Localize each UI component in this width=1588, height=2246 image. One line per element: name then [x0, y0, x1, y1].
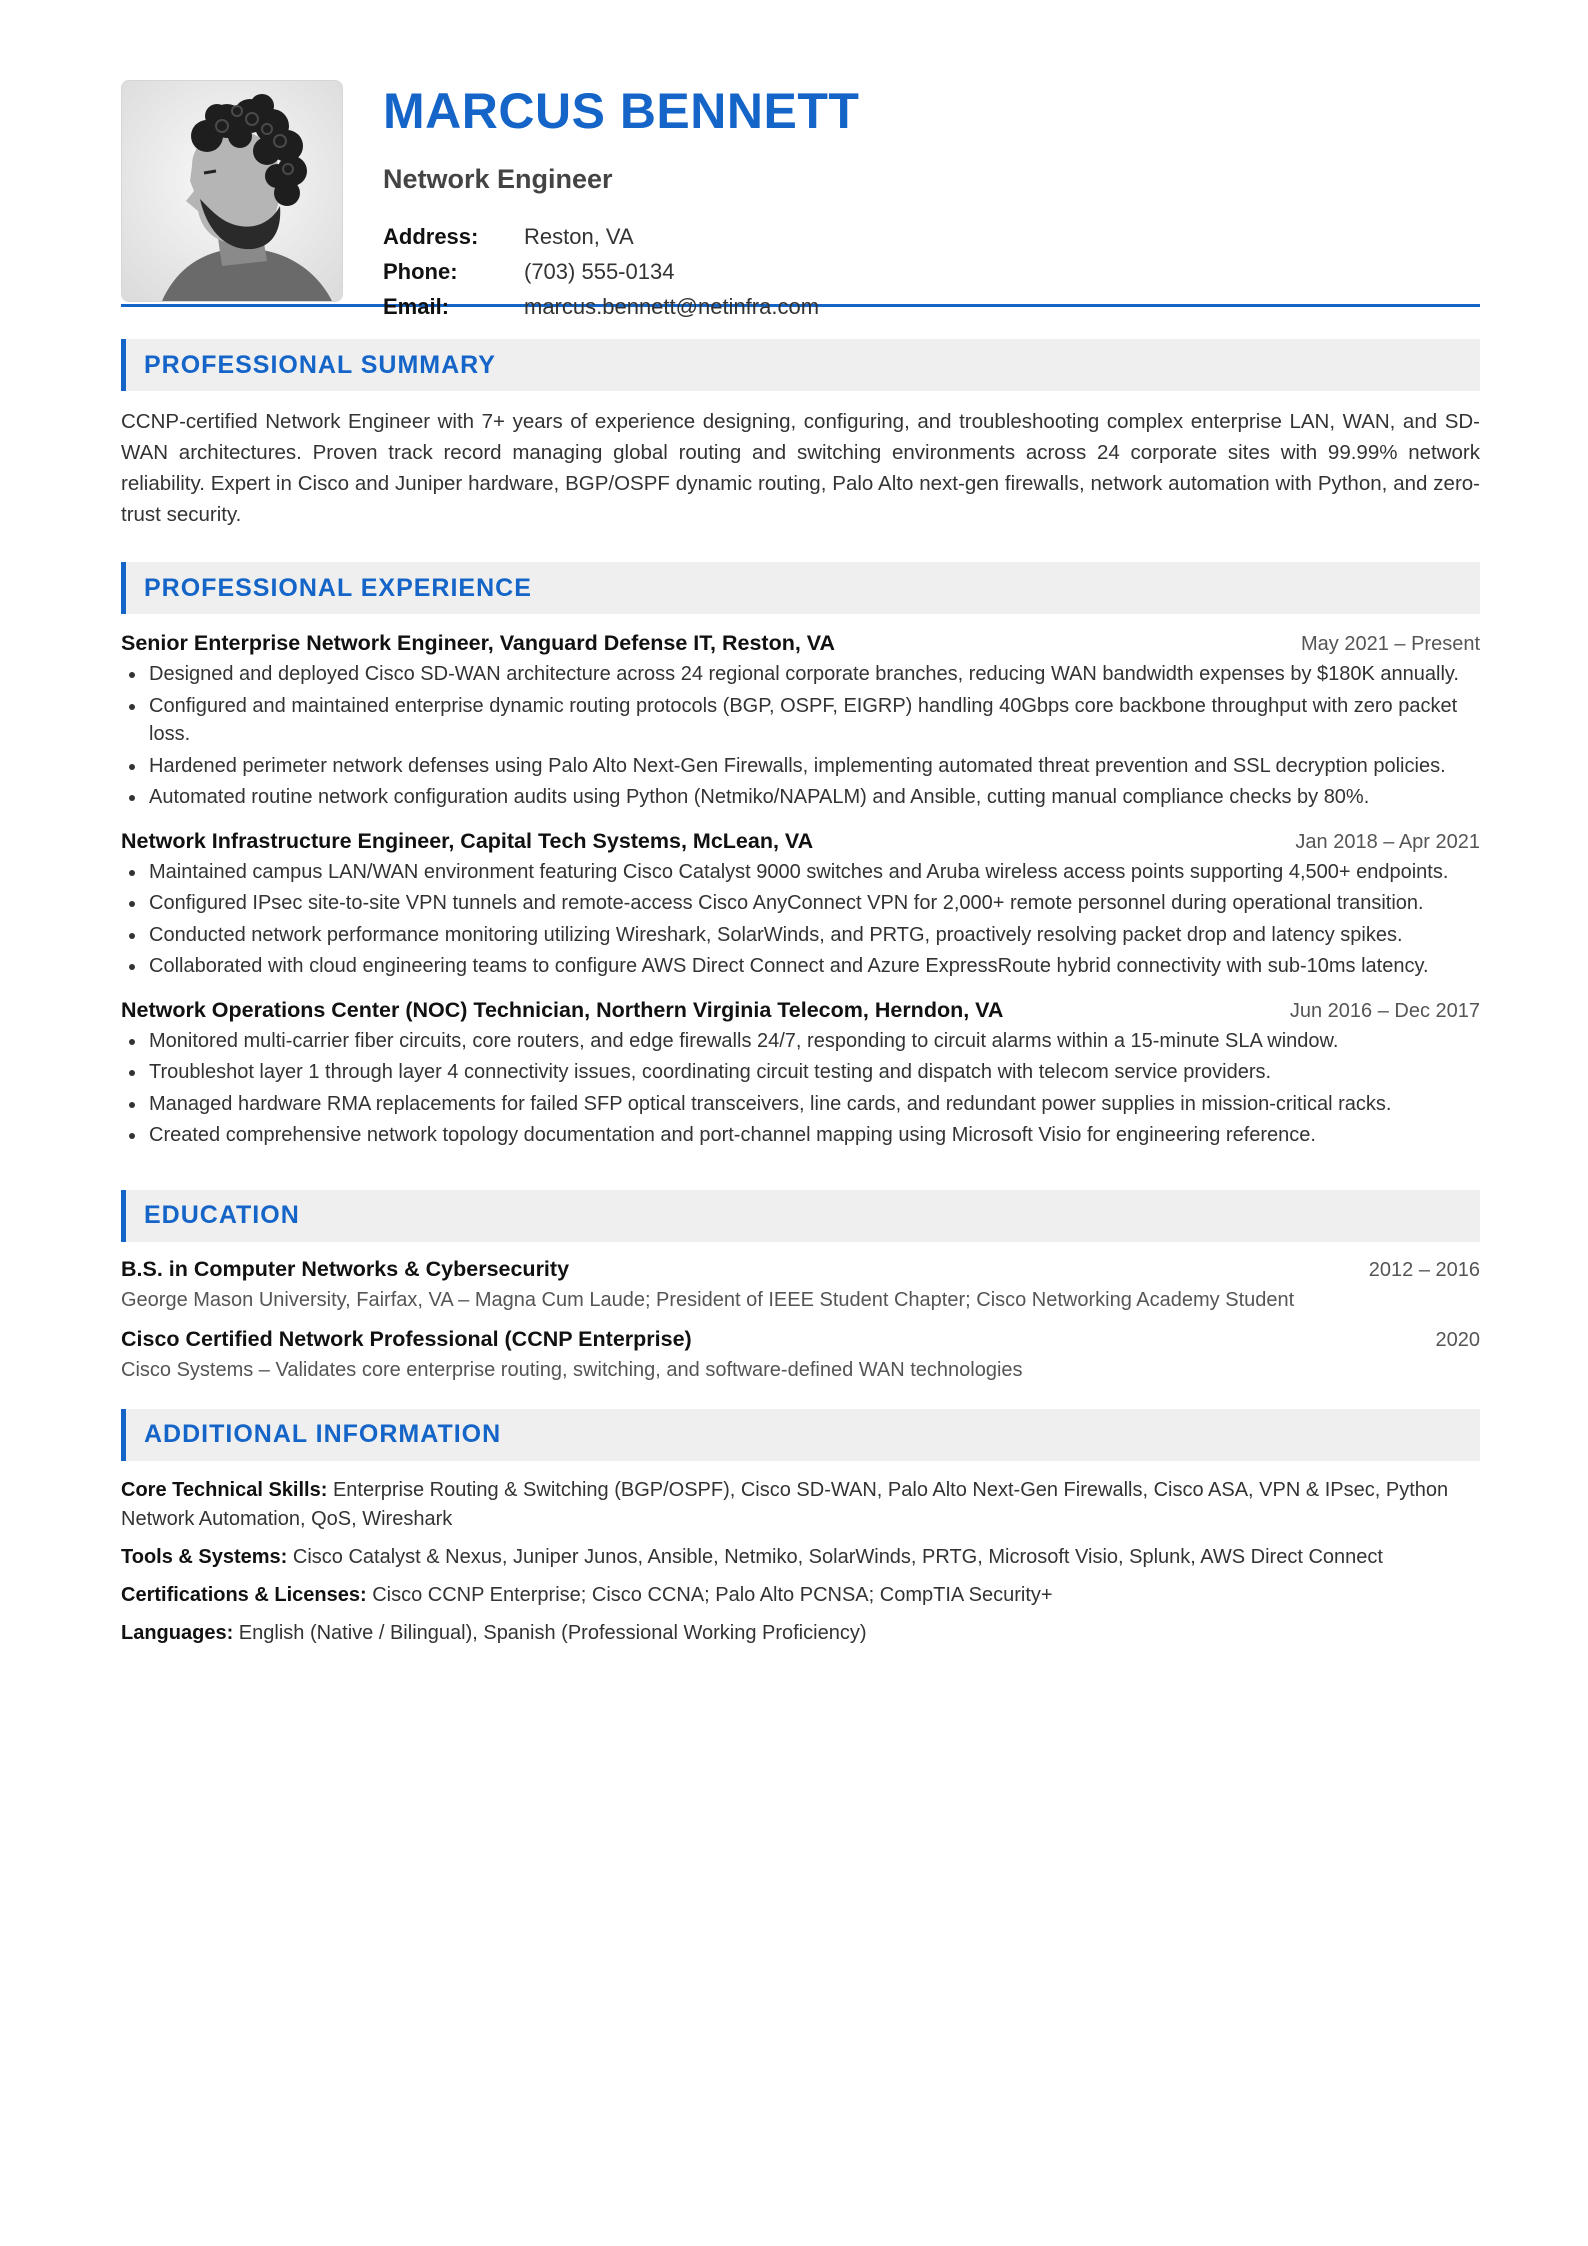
bullet-item: Automated routine network configuration audits using Python (Netmiko/NAPALM) and Ansible, cutting manual compliance checks by 80%.: [121, 783, 1480, 812]
info-label: Languages:: [121, 1621, 239, 1644]
section-heading-additional: ADDITIONAL INFORMATION: [121, 1409, 1480, 1461]
section-heading-experience: PROFESSIONAL EXPERIENCE: [121, 562, 1480, 614]
bullet-item: Created comprehensive network topology documentation and port-channel mapping using Microsoft Visio for engineering reference.: [121, 1121, 1480, 1150]
bullet-item: Troubleshot layer 1 through layer 4 connectivity issues, coordinating circuit testing and dispatch with telecom service providers.: [121, 1058, 1480, 1087]
entry-title: Network Infrastructure Engineer, Capital Tech Systems, McLean, VA: [121, 828, 814, 853]
bullet-item: Monitored multi-carrier fiber circuits, core routers, and edge firewalls 24/7, responding to circuit alarms within a 15-minute SLA window.: [121, 1027, 1480, 1056]
bullet-item: Configured and maintained enterprise dynamic routing protocols (BGP, OSPF, EIGRP) handling 40Gbps core backbone throughput with zero packet loss.: [121, 692, 1480, 749]
bullet-item: Configured IPsec site-to-site VPN tunnels and remote-access Cisco AnyConnect VPN for 2,000+ remote personnel during operational transition.: [121, 889, 1480, 918]
entry-title: Network Operations Center (NOC) Technician, Northern Virginia Telecom, Herndon, VA: [121, 997, 1004, 1022]
resume-page: [121, 80, 1480, 1657]
section-heading-summary: PROFESSIONAL SUMMARY: [121, 339, 1480, 391]
info-value: Enterprise Routing & Switching (BGP/OSPF), Cisco SD-WAN, Palo Alto Next-Gen Firewalls, Cisco ASA, VPN & IPsec, Python Network Automation, QoS, Wireshark: [121, 1478, 1449, 1530]
info-label: Certifications & Licenses:: [121, 1583, 373, 1606]
info-value: English (Native / Bilingual), Spanish (Professional Working Proficiency): [238, 1621, 867, 1644]
entry-header: [121, 1257, 1480, 1282]
bullet-item: Maintained campus LAN/WAN environment featuring Cisco Catalyst 9000 switches and Aruba wireless access points supporting 4,500+ endpoints.: [121, 858, 1480, 887]
address-value: Reston, VA: [524, 224, 634, 249]
job-title: Network Engineer: [383, 164, 613, 194]
contact-label: Email:: [383, 294, 450, 319]
contact-row-address: [383, 219, 859, 254]
degree-title: B.S. in Computer Networks & Cybersecurity: [121, 1256, 570, 1281]
entry-dates: 2020: [1435, 1328, 1480, 1351]
entry-header: [121, 1327, 1480, 1352]
entry-title: Senior Enterprise Network Engineer, Vanguard Defense IT, Reston, VA: [121, 631, 836, 655]
section-heading-education: EDUCATION: [121, 1190, 1480, 1242]
email-value: marcus.bennett@netinfra.com: [524, 294, 820, 319]
header-text: [383, 80, 859, 324]
education-entry: [121, 1327, 1480, 1385]
info-row-languages: [121, 1619, 1480, 1648]
info-label: Core Technical Skills:: [121, 1478, 333, 1501]
bullet-list: [121, 1027, 1480, 1150]
entry-header: [121, 998, 1480, 1023]
education-detail: Cisco Systems – Validates core enterprise routing, switching, and software-defined WAN technologies: [121, 1358, 1023, 1381]
certification-title: Cisco Certified Network Professional (CCNP Enterprise): [121, 1326, 692, 1351]
additional-info: [121, 1476, 1480, 1648]
bullet-list: [121, 858, 1480, 981]
info-row-certifications: [121, 1581, 1480, 1610]
entry-dates: 2012 – 2016: [1368, 1258, 1480, 1281]
bullet-item: Designed and deployed Cisco SD-WAN architecture across 24 regional corporate branches, reducing WAN bandwidth expenses by $180K annually.: [121, 660, 1480, 689]
education-detail: George Mason University, Fairfax, VA – Magna Cum Laude; President of IEEE Student Chapter; Cisco Networking Academy Student: [121, 1288, 1295, 1311]
profile-photo: [121, 80, 343, 302]
bullet-item: Managed hardware RMA replacements for failed SFP optical transceivers, line cards, and redundant power supplies in mission-critical racks.: [121, 1090, 1480, 1119]
entry-header: [121, 829, 1480, 854]
experience-entry: [121, 631, 1480, 812]
entry-header: [121, 631, 1480, 656]
experience-entry: [121, 829, 1480, 981]
entry-dates: Jun 2016 – Dec 2017: [1289, 999, 1480, 1022]
contact-row-email: [383, 289, 859, 324]
phone-value: (703) 555-0134: [524, 259, 675, 284]
portrait-image: [122, 81, 342, 301]
contact-details: [383, 219, 859, 324]
experience-entry: [121, 998, 1480, 1150]
info-row-skills: [121, 1476, 1480, 1534]
bullet-item: Conducted network performance monitoring utilizing Wireshark, SolarWinds, and PRTG, proactively resolving packet drop and latency spikes.: [121, 921, 1480, 950]
entry-dates: Jan 2018 – Apr 2021: [1295, 830, 1480, 853]
education-entry: [121, 1257, 1480, 1315]
candidate-name: MARCUS BENNETT: [383, 83, 860, 139]
bullet-list: [121, 660, 1480, 812]
bullet-item: Collaborated with cloud engineering teams to configure AWS Direct Connect and Azure ExpressRoute hybrid connectivity with sub-10ms latency.: [121, 952, 1480, 981]
info-value: Cisco Catalyst & Nexus, Juniper Junos, Ansible, Netmiko, SolarWinds, PRTG, Microsoft Visio, Splunk, AWS Direct Connect: [292, 1545, 1383, 1568]
summary-text: CCNP-certified Network Engineer with 7+ years of experience designing, configuring, and troubleshooting complex enterprise LAN, WAN, and SD-WAN architectures. Proven track record managing global routing and switching environments across 24 corporate sites with 99.99% network reliability. Expert in Cisco and Juniper hardware, BGP/OSPF dynamic routing, Palo Alto next-gen firewalls, network automation with Python, and zero-trust security.: [121, 410, 1480, 526]
info-value: Cisco CCNP Enterprise; Cisco CCNA; Palo Alto PCNSA; CompTIA Security+: [372, 1583, 1053, 1606]
entry-dates: May 2021 – Present: [1301, 633, 1480, 655]
contact-row-phone: [383, 254, 859, 289]
resume-header: [121, 80, 1480, 319]
info-row-tools: [121, 1543, 1480, 1572]
bullet-item: Hardened perimeter network defenses using Palo Alto Next-Gen Firewalls, implementing automated threat prevention and SSL decryption policies.: [121, 752, 1480, 781]
contact-label: Phone:: [383, 259, 458, 284]
info-label: Tools & Systems:: [121, 1545, 293, 1568]
contact-label: Address:: [383, 224, 479, 249]
